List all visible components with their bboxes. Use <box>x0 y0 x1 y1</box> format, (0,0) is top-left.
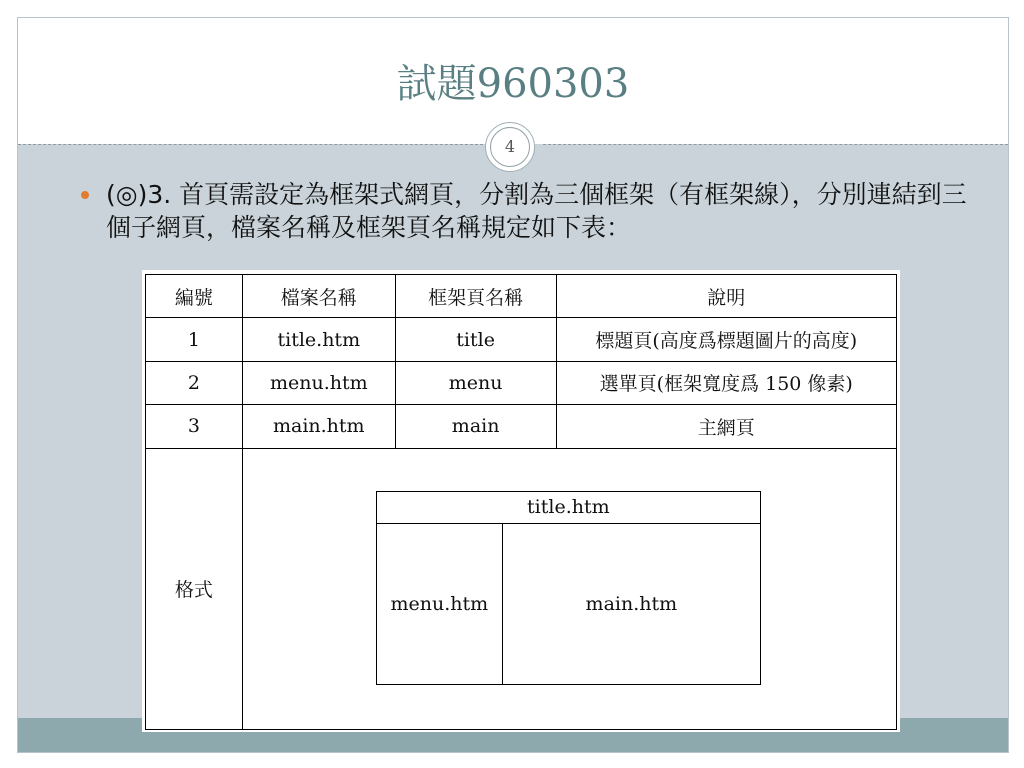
slide <box>17 17 1009 753</box>
table-cell: 標題頁(高度爲標題圖片的高度) <box>556 318 896 361</box>
table-container <box>142 270 900 732</box>
table-cell: 主網頁 <box>556 405 896 448</box>
table-row <box>146 318 897 361</box>
divider-left <box>18 144 483 145</box>
frameset-diagram <box>376 491 761 685</box>
page-number-badge <box>485 122 535 172</box>
table-cell: 1 <box>146 318 243 361</box>
header-cell: 編號 <box>146 275 243 318</box>
divider-right <box>543 144 1008 145</box>
table-cell: main <box>395 405 556 448</box>
frame-left-label: menu.htm <box>377 524 503 684</box>
format-diagram-cell <box>242 448 896 730</box>
frame-right-label: main.htm <box>585 592 678 615</box>
header-cell: 檔案名稱 <box>242 275 395 318</box>
header-cell: 框架頁名稱 <box>395 275 556 318</box>
table-cell: menu <box>395 361 556 404</box>
format-label: 格式 <box>146 448 243 730</box>
table-cell: main.htm <box>242 405 395 448</box>
header-cell: 說明 <box>556 275 896 318</box>
spec-table <box>145 274 897 730</box>
page-number: 4 <box>490 127 530 167</box>
table-cell: menu.htm <box>242 361 395 404</box>
table-header-row <box>146 275 897 318</box>
table-cell: 2 <box>146 361 243 404</box>
table-cell: title <box>395 318 556 361</box>
table-cell: 選單頁(框架寬度爲 150 像素) <box>556 361 896 404</box>
bullet-text: (◎)3. 首頁需設定為框架式網頁，分割為三個框架（有框架線），分別連結到三個子網頁，檔案名稱及框架頁名稱規定如下表： <box>106 180 967 242</box>
frame-top-label: title.htm <box>377 492 760 524</box>
slide-title: 試題960303 <box>396 61 630 107</box>
format-row <box>146 448 897 730</box>
table-row <box>146 361 897 404</box>
table-cell: title.htm <box>242 318 395 361</box>
table-row <box>146 405 897 448</box>
bullet-icon <box>81 191 89 199</box>
table-cell: 3 <box>146 405 243 448</box>
